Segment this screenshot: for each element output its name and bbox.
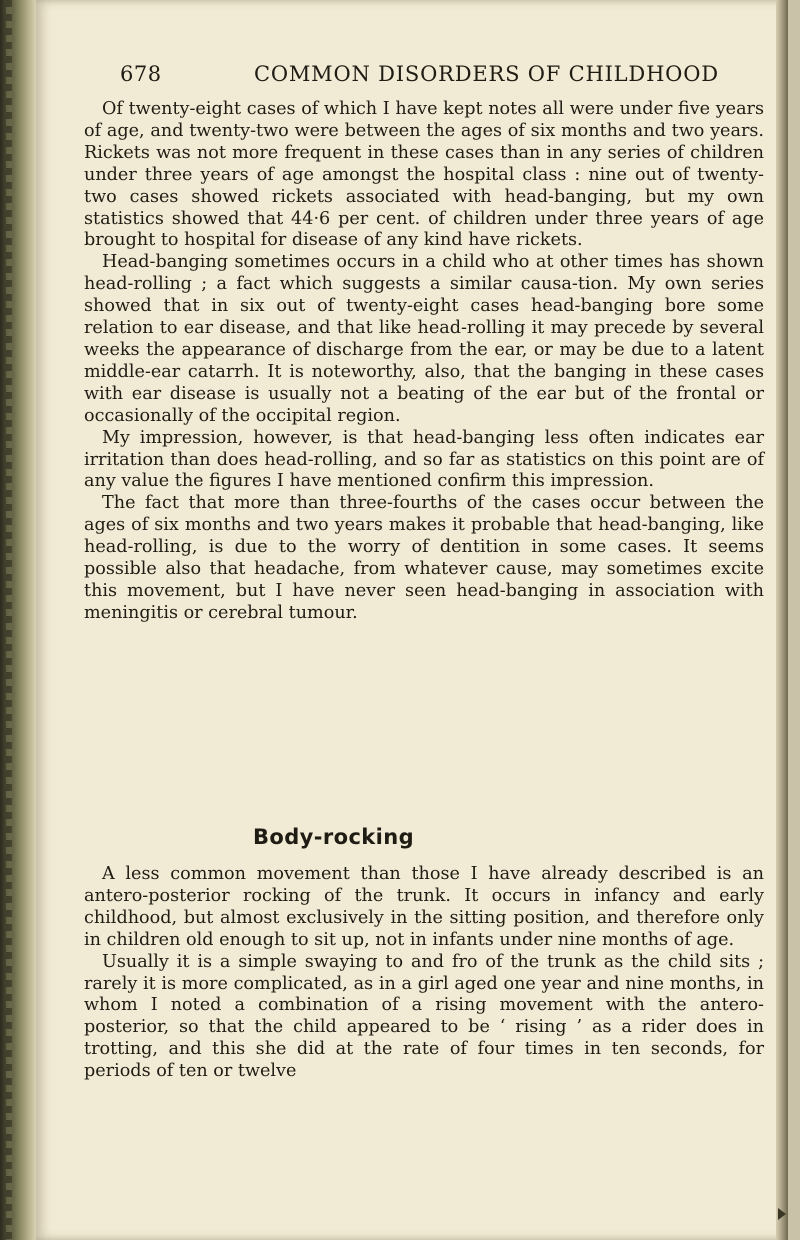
- section-heading: Body-rocking: [253, 825, 415, 849]
- page-number: 678: [120, 62, 162, 86]
- page-header: [40, 62, 740, 92]
- page-edge: [776, 0, 788, 1240]
- paragraph: The fact that more than three-fourths of the cases occur between the ages of six months and two years makes it probable that head-banging, like head-rolling, is due to the worry of dentition in some cases. It seems possible also that headache, from whatever cause, may sometimes excite this movement, but I have never seen head-banging in association with meningitis or cerebral tumour.: [84, 493, 764, 623]
- page-marker-icon: [778, 1208, 786, 1220]
- book-binding: [0, 0, 36, 1240]
- paragraph: Usually it is a simple swaying to and fro of the trunk as the child sits ; rarely it is more complicated, as in a girl aged one year and nine months, in whom I noted a combination of a rising movement with the antero-posterior, so that the child appeared to be ‘ rising ’ as a rider does in trotting, and this she did at the rate of four times in ten seconds, for periods of ten or twelve: [84, 951, 764, 1082]
- paragraph: My impression, however, is that head-banging less often indicates ear irritation than does head-rolling, and so far as statistics on this point are of any value the figures I have mentioned confirm this impression.: [84, 427, 764, 492]
- body-text: [84, 99, 764, 625]
- paragraph: Head-banging sometimes occurs in a child who at other times has shown head-rolling ; a fact which suggests a similar causa-tion. My own series showed that in six out of twenty-eight cases head-banging bore some relation to ear disease, and that like head-rolling it may precede by several weeks the appearance of discharge from the ear, or may be due to a latent middle-ear catarrh. It is noteworthy, also, that the banging in these cases with ear disease is usually not a beating of the ear but of the frontal or occasionally of the occipital region.: [84, 252, 764, 426]
- paragraph: Of twenty-eight cases of which I have kept notes all were under five years of age, and twenty-two were between the ages of six months and two years. Rickets was not more frequent in these cases than in any series of children under three years of age amongst the hospital class : nine out of twenty-two cases showed rickets associated with head-banging, but my own statistics showed that 44·6 per cent. of children under three years of age brought to hospital for disease of any kind have rickets.: [84, 99, 764, 251]
- running-head: COMMON DISORDERS OF CHILDHOOD: [254, 62, 719, 86]
- section-body-text: [84, 864, 764, 1083]
- paragraph: A less common movement than those I have already described is an antero-posterior rocking of the trunk. It occurs in infancy and early childhood, but almost exclusively in the sitting position, and therefore only in children old enough to sit up, not in infants under nine months of age.: [84, 864, 764, 950]
